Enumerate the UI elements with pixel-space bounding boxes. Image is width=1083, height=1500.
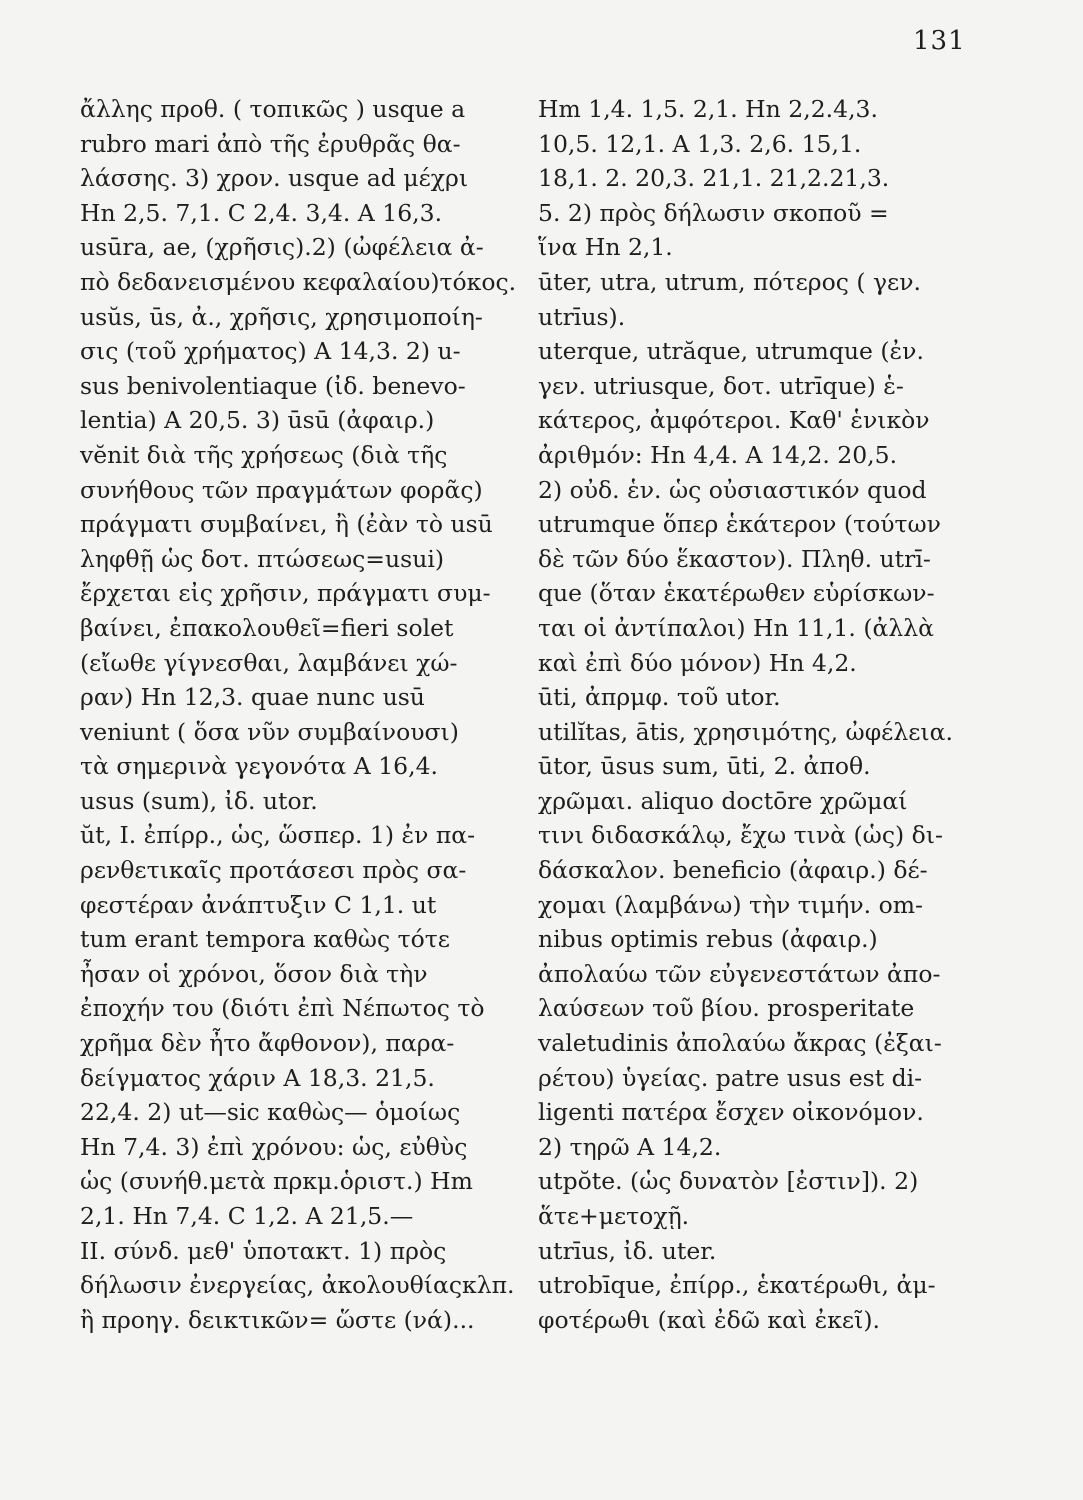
dictionary-line: δὲ τῶν δύο ἕκαστον). Πληθ. utrī- xyxy=(538,544,931,573)
dictionary-line: χομαι (λαμβάνω) τὴν τιμήν. om- xyxy=(538,890,923,919)
dictionary-line: ἔρχεται εἰς χρῆσιν, πράγματι συμ- xyxy=(80,579,491,608)
dictionary-line: sus benivolentiaque (ἰδ. benevo- xyxy=(80,371,466,400)
dictionary-line: (εἴωθε γίγνεσθαι, λαμβάνει χώ- xyxy=(80,648,458,677)
dictionary-line: χρῆμα δὲν ἦτο ἄφθονον), παρα- xyxy=(80,1029,455,1058)
dictionary-line: II. σύνδ. μεθ' ὑποτακτ. 1) πρὸς xyxy=(80,1236,447,1265)
dictionary-line: ἐποχήν του (διότι ἐπὶ Νέπωτος τὸ xyxy=(80,994,485,1023)
dictionary-line: utilĭtas, ātis, χρησιμότης, ὠφέλεια. xyxy=(538,717,953,746)
dictionary-line: usŭs, ūs, ἀ., χρῆσις, χρησιμοποίη- xyxy=(80,302,483,331)
dictionary-line: 2,1. Hn 7,4. C 1,2. A 21,5.— xyxy=(80,1202,414,1230)
dictionary-line: veniunt ( ὅσα νῦν συμβαίνουσι) xyxy=(80,717,459,746)
dictionary-line: ρέτου) ὑγείας. patre usus est di- xyxy=(538,1063,923,1092)
dictionary-line: 2) οὐδ. ἑν. ὡς οὐσιαστικόν quod xyxy=(538,475,927,504)
dictionary-line: λαύσεων τοῦ βίου. prosperitate xyxy=(538,994,915,1023)
dictionary-line: πὸ δεδανεισμένου κεφαλαίου)τόκος. xyxy=(80,267,517,296)
dictionary-line: uterque, utrăque, utrumque (ἐν. xyxy=(538,337,924,366)
dictionary-line: utrīus, ἰδ. uter. xyxy=(538,1236,717,1265)
dictionary-line: 5. 2) πρὸς δήλωσιν σκοποῦ = xyxy=(538,198,889,227)
dictionary-line: σις (τοῦ χρήματος) A 14,3. 2) u- xyxy=(80,337,461,366)
dictionary-line: utpŏte. (ὡς δυνατὸν [ἐστιν]). 2) xyxy=(538,1167,919,1196)
left-column xyxy=(80,92,520,1337)
dictionary-line: φοτέρωθι (καὶ ἐδῶ καὶ ἐκεῖ). xyxy=(538,1305,880,1334)
dictionary-line: τὰ σημερινὰ γεγονότα A 16,4. xyxy=(80,752,438,781)
dictionary-line: ūter, utra, utrum, πότερος ( γεν. xyxy=(538,267,921,296)
dictionary-line: 2) τηρῶ A 14,2. xyxy=(538,1132,722,1161)
dictionary-line: χρῶμαι. aliquo doctōre χρῶμαί xyxy=(538,786,908,815)
dictionary-line: valetudinis ἀπολαύω ἄκρας (ἐξαι- xyxy=(538,1029,942,1058)
dictionary-line: βαίνει, ἐπακολουθεῖ=fieri solet xyxy=(80,613,454,642)
dictionary-line: πράγματι συμβαίνει, ἢ (ἐὰν τὸ usū xyxy=(80,510,493,539)
dictionary-line: ἅτε+μετοχῇ. xyxy=(538,1202,690,1230)
dictionary-line: ŭt, I. ἐπίρρ., ὡς, ὥσπερ. 1) ἐν πα- xyxy=(80,821,476,850)
dictionary-line: ται οἱ ἀντίπαλοι) Hn 11,1. (ἀλλὰ xyxy=(538,613,935,642)
dictionary-line: δάσκαλον. beneficio (ἀφαιρ.) δέ- xyxy=(538,856,928,885)
dictionary-line: utrobīque, ἐπίρρ., ἑκατέρωθι, ἀμ- xyxy=(538,1271,936,1300)
dictionary-line: καὶ ἐπὶ δύο μόνον) Hn 4,2. xyxy=(538,648,857,677)
dictionary-line: ūti, ἀπρμφ. τοῦ utor. xyxy=(538,683,781,712)
dictionary-line: ἀπολαύω τῶν εὐγενεστάτων ἀπο- xyxy=(538,959,941,988)
dictionary-line: δήλωσιν ἐνεργείας, ἀκολουθίαςκλπ. xyxy=(80,1271,515,1300)
dictionary-line: usus (sum), ἰδ. utor. xyxy=(80,786,318,815)
dictionary-line: 10,5. 12,1. A 1,3. 2,6. 15,1. xyxy=(538,129,862,158)
dictionary-line: ligenti πατέρα ἔσχεν οἰκονόμον. xyxy=(538,1098,924,1127)
dictionary-line: ληφθῇ ὡς δοτ. πτώσεως=usui) xyxy=(80,544,445,573)
dictionary-line: que (ὅταν ἑκατέρωθεν εὑρίσκων- xyxy=(538,579,935,608)
dictionary-line: λάσσης. 3) χρον. usque ad μέχρι xyxy=(80,164,469,193)
page-number: 131 xyxy=(913,26,966,56)
dictionary-line: utrumque ὅπερ ἑκάτερον (τούτων xyxy=(538,510,941,539)
dictionary-line: Hn 7,4. 3) ἐπὶ χρόνου: ὡς, εὐθὺς xyxy=(80,1132,468,1161)
dictionary-line: τινι διδασκάλῳ, ἔχω τινὰ (ὡς) δι- xyxy=(538,821,943,850)
dictionary-line: ἵνα Hn 2,1. xyxy=(538,233,673,262)
dictionary-line: γεν. utriusque, δοτ. utrīque) ἑ- xyxy=(538,371,904,400)
dictionary-line: δείγματος χάριν A 18,3. 21,5. xyxy=(80,1063,435,1092)
dictionary-line: rubro mari ἀπὸ τῆς ἐρυθρᾶς θα- xyxy=(80,129,461,158)
dictionary-line: ἦσαν οἱ χρόνοι, ὅσον διὰ τὴν xyxy=(80,959,428,988)
dictionary-line: nibus optimis rebus (ἀφαιρ.) xyxy=(538,925,878,954)
dictionary-line: ἢ προηγ. δεικτικῶν= ὥστε (νά)... xyxy=(80,1305,475,1334)
dictionary-line: 22,4. 2) ut—sic καθὼς— ὁμοίως xyxy=(80,1098,461,1127)
dictionary-line: Hn 2,5. 7,1. C 2,4. 3,4. A 16,3. xyxy=(80,198,443,227)
dictionary-line: usūra, ae, (χρῆσις).2) (ὠφέλεια ἀ- xyxy=(80,233,484,262)
dictionary-line: ūtor, ūsus sum, ūti, 2. ἀποθ. xyxy=(538,752,871,781)
dictionary-line: Hm 1,4. 1,5. 2,1. Hn 2,2.4,3. xyxy=(538,95,878,123)
dictionary-line: κάτερος, ἀμφότεροι. Καθ' ἑνικὸν xyxy=(538,406,930,435)
dictionary-line: ἀριθμόν: Hn 4,4. A 14,2. 20,5. xyxy=(538,440,898,469)
dictionary-line: φεστέραν ἀνάπτυξιν C 1,1. ut xyxy=(80,890,437,919)
right-column xyxy=(538,92,978,1337)
dictionary-line: 18,1. 2. 20,3. 21,1. 21,2.21,3. xyxy=(538,164,890,193)
dictionary-line: ὡς (συνήθ.μετὰ πρκμ.ὁριστ.) Hm xyxy=(80,1167,473,1196)
dictionary-line: tum erant tempora καθὼς τότε xyxy=(80,925,450,954)
dictionary-line: ρενθετικαῖς προτάσεσι πρὸς σα- xyxy=(80,856,467,885)
dictionary-line: utrīus). xyxy=(538,302,626,331)
dictionary-line: lentia) A 20,5. 3) ūsū (ἀφαιρ.) xyxy=(80,406,435,435)
dictionary-line: συνήθους τῶν πραγμάτων φορᾶς) xyxy=(80,475,483,504)
dictionary-line: vĕnit διὰ τῆς χρήσεως (διὰ τῆς xyxy=(80,440,448,469)
dictionary-line: ραν) Hn 12,3. quae nunc usū xyxy=(80,683,425,712)
dictionary-line: ἄλλης προθ. ( τοπικῶς ) usque a xyxy=(80,95,466,123)
